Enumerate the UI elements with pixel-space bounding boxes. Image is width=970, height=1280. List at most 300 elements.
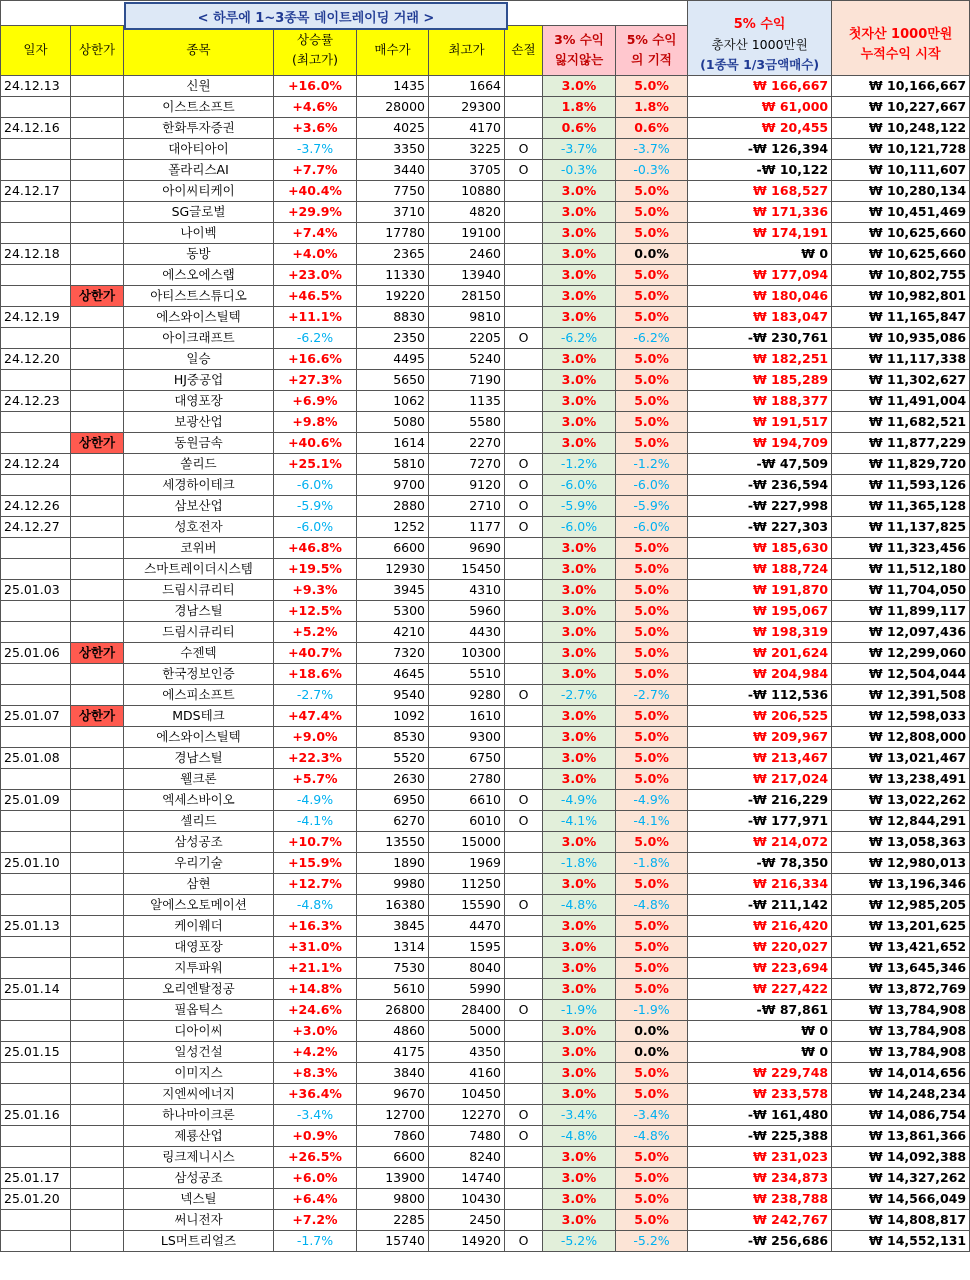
profit-5-cell: 5.0% (616, 727, 688, 748)
stop-loss-cell (505, 769, 543, 790)
limit-cell (71, 664, 124, 685)
date-cell (1, 433, 71, 454)
date-cell (1, 160, 71, 181)
income-header-line1: 5% 수익 (733, 17, 786, 32)
high-price-cell: 2780 (429, 769, 505, 790)
stop-loss-cell (505, 370, 543, 391)
table-row (1, 76, 970, 97)
header-profit-5-line2: 의 기적 (631, 52, 672, 68)
stock-name-cell: 에스피소프트 (124, 685, 274, 706)
high-price-cell: 15450 (429, 559, 505, 580)
table-row (1, 349, 970, 370)
stop-loss-cell (505, 97, 543, 118)
high-price-cell: 29300 (429, 97, 505, 118)
high-price-cell: 9280 (429, 685, 505, 706)
income-cell: ₩ 216,334 (688, 874, 832, 895)
limit-cell (71, 895, 124, 916)
stock-name-cell: 아티스트스튜디오 (124, 286, 274, 307)
profit-5-cell: 5.0% (616, 286, 688, 307)
high-price-cell: 5990 (429, 979, 505, 1000)
high-price-cell: 12270 (429, 1105, 505, 1126)
buy-price-cell: 6270 (357, 811, 429, 832)
stop-loss-cell (505, 664, 543, 685)
stop-loss-cell: O (505, 496, 543, 517)
buy-price-cell: 3840 (357, 1063, 429, 1084)
header-buy: 매수가 (357, 25, 429, 75)
cumulative-cell: ₩ 10,248,122 (832, 118, 970, 139)
stop-loss-cell: O (505, 1105, 543, 1126)
high-price-cell: 4310 (429, 580, 505, 601)
cumulative-cell: ₩ 12,504,044 (832, 664, 970, 685)
rise-rate-cell: +3.6% (274, 118, 357, 139)
income-cell: ₩ 198,319 (688, 622, 832, 643)
income-cell: -₩ 216,229 (688, 790, 832, 811)
date-cell: 25.01.06 (1, 643, 71, 664)
stop-loss-cell (505, 706, 543, 727)
stop-loss-cell: O (505, 895, 543, 916)
profit-5-cell: 5.0% (616, 1084, 688, 1105)
stop-loss-cell: O (505, 1000, 543, 1021)
rise-rate-cell: +5.2% (274, 622, 357, 643)
date-cell: 25.01.09 (1, 790, 71, 811)
stock-name-cell: 이스트소프트 (124, 97, 274, 118)
limit-cell (71, 475, 124, 496)
buy-price-cell: 1435 (357, 76, 429, 97)
profit-5-cell: 5.0% (616, 370, 688, 391)
stop-loss-cell (505, 916, 543, 937)
high-price-cell: 2460 (429, 244, 505, 265)
profit-5-cell: 5.0% (616, 916, 688, 937)
high-price-cell: 1610 (429, 706, 505, 727)
rise-rate-cell: +10.7% (274, 832, 357, 853)
title-banner: < 하루에 1~3종목 데이트레이딩 거래 > (124, 2, 508, 30)
cumulative-cell: ₩ 11,137,825 (832, 517, 970, 538)
stock-name-cell: 셀리드 (124, 811, 274, 832)
rise-rate-cell: +12.5% (274, 601, 357, 622)
buy-price-cell: 16380 (357, 895, 429, 916)
buy-price-cell: 1614 (357, 433, 429, 454)
header-income (688, 1, 832, 76)
limit-cell (71, 97, 124, 118)
stop-loss-cell (505, 1147, 543, 1168)
buy-price-cell: 6950 (357, 790, 429, 811)
header-rate (274, 25, 357, 75)
high-price-cell: 5960 (429, 601, 505, 622)
income-cell: -₩ 230,761 (688, 328, 832, 349)
high-price-cell: 9690 (429, 538, 505, 559)
stock-name-cell: 넥스틸 (124, 1189, 274, 1210)
buy-price-cell: 6600 (357, 1147, 429, 1168)
date-cell (1, 328, 71, 349)
high-price-cell: 4350 (429, 1042, 505, 1063)
high-price-cell: 2205 (429, 328, 505, 349)
profit-3-cell: 3.0% (543, 1084, 616, 1105)
rise-rate-cell: +36.4% (274, 1084, 357, 1105)
rise-rate-cell: +21.1% (274, 958, 357, 979)
cumulative-cell: ₩ 10,121,728 (832, 139, 970, 160)
high-price-cell: 8040 (429, 958, 505, 979)
rise-rate-cell: +9.3% (274, 580, 357, 601)
date-cell: 25.01.16 (1, 1105, 71, 1126)
buy-price-cell: 1252 (357, 517, 429, 538)
table-row (1, 370, 970, 391)
date-cell (1, 622, 71, 643)
stock-name-cell: 제룡산업 (124, 1126, 274, 1147)
date-cell: 25.01.07 (1, 706, 71, 727)
profit-3-cell: 3.0% (543, 664, 616, 685)
stop-loss-cell: O (505, 475, 543, 496)
stop-loss-cell (505, 832, 543, 853)
profit-5-cell: 0.6% (616, 118, 688, 139)
stop-loss-cell (505, 433, 543, 454)
profit-5-cell: 0.0% (616, 1042, 688, 1063)
stock-name-cell: 드림시큐리티 (124, 622, 274, 643)
buy-price-cell: 8830 (357, 307, 429, 328)
limit-cell (71, 223, 124, 244)
limit-cell (71, 685, 124, 706)
limit-cell (71, 1126, 124, 1147)
limit-cell (71, 496, 124, 517)
table-row (1, 1189, 970, 1210)
income-cell: ₩ 191,517 (688, 412, 832, 433)
profit-5-cell: 5.0% (616, 1063, 688, 1084)
high-price-cell: 4430 (429, 622, 505, 643)
header-profit-3-line2: 잃지않는 (554, 52, 604, 68)
buy-price-cell: 12700 (357, 1105, 429, 1126)
buy-price-cell: 9980 (357, 874, 429, 895)
income-cell: ₩ 185,630 (688, 538, 832, 559)
profit-3-cell: -4.8% (543, 1126, 616, 1147)
stop-loss-cell (505, 559, 543, 580)
rise-rate-cell: +24.6% (274, 1000, 357, 1021)
stock-name-cell: 에스와이스틸텍 (124, 727, 274, 748)
profit-5-cell: 5.0% (616, 1189, 688, 1210)
limit-cell (71, 370, 124, 391)
cumulative-cell: ₩ 13,238,491 (832, 769, 970, 790)
cumulative-cell: ₩ 11,117,338 (832, 349, 970, 370)
high-price-cell: 14920 (429, 1231, 505, 1252)
buy-price-cell: 7860 (357, 1126, 429, 1147)
income-cell: ₩ 217,024 (688, 769, 832, 790)
limit-cell: 상한가 (71, 286, 124, 307)
profit-5-cell: 5.0% (616, 412, 688, 433)
high-price-cell: 28150 (429, 286, 505, 307)
income-cell: -₩ 211,142 (688, 895, 832, 916)
limit-cell: 상한가 (71, 706, 124, 727)
rise-rate-cell: -1.7% (274, 1231, 357, 1252)
stop-loss-cell (505, 76, 543, 97)
high-price-cell: 5510 (429, 664, 505, 685)
high-price-cell: 5580 (429, 412, 505, 433)
table-row (1, 412, 970, 433)
header-profit-3 (543, 25, 616, 75)
stock-name-cell: 아이씨티케이 (124, 181, 274, 202)
profit-3-cell: -3.7% (543, 139, 616, 160)
buy-price-cell: 4175 (357, 1042, 429, 1063)
table-row (1, 559, 970, 580)
high-price-cell: 1595 (429, 937, 505, 958)
limit-cell (71, 118, 124, 139)
stop-loss-cell (505, 265, 543, 286)
rise-rate-cell: +47.4% (274, 706, 357, 727)
profit-3-cell: 3.0% (543, 202, 616, 223)
cumulative-cell: ₩ 11,365,128 (832, 496, 970, 517)
high-price-cell: 9120 (429, 475, 505, 496)
rise-rate-cell: +4.2% (274, 1042, 357, 1063)
limit-cell (71, 517, 124, 538)
date-cell (1, 811, 71, 832)
stock-name-cell: 써니전자 (124, 1210, 274, 1231)
stop-loss-cell (505, 748, 543, 769)
buy-price-cell: 3945 (357, 580, 429, 601)
date-cell (1, 202, 71, 223)
date-cell: 25.01.10 (1, 853, 71, 874)
rise-rate-cell: +5.7% (274, 769, 357, 790)
rise-rate-cell: +4.6% (274, 97, 357, 118)
buy-price-cell: 9670 (357, 1084, 429, 1105)
profit-5-cell: -4.9% (616, 790, 688, 811)
buy-price-cell: 1092 (357, 706, 429, 727)
rise-rate-cell: -3.7% (274, 139, 357, 160)
table-row (1, 853, 970, 874)
header-profit-5 (616, 25, 688, 75)
cumulative-cell: ₩ 11,323,456 (832, 538, 970, 559)
profit-5-cell: 5.0% (616, 1210, 688, 1231)
profit-3-cell: -1.9% (543, 1000, 616, 1021)
date-cell (1, 1021, 71, 1042)
stop-loss-cell: O (505, 160, 543, 181)
profit-5-cell: 5.0% (616, 559, 688, 580)
limit-cell (71, 1189, 124, 1210)
rise-rate-cell: +27.3% (274, 370, 357, 391)
stop-loss-cell: O (505, 139, 543, 160)
cum-header-line2: 누적수익 시작 (860, 47, 941, 62)
income-cell: ₩ 166,667 (688, 76, 832, 97)
buy-price-cell: 7750 (357, 181, 429, 202)
date-cell: 24.12.19 (1, 307, 71, 328)
stock-name-cell: 성호전자 (124, 517, 274, 538)
table-row (1, 517, 970, 538)
table-row (1, 1231, 970, 1252)
cumulative-cell: ₩ 10,111,607 (832, 160, 970, 181)
income-cell: -₩ 225,388 (688, 1126, 832, 1147)
limit-cell (71, 958, 124, 979)
rise-rate-cell: +14.8% (274, 979, 357, 1000)
stop-loss-cell: O (505, 1231, 543, 1252)
stock-name-cell: MDS테크 (124, 706, 274, 727)
table-row (1, 244, 970, 265)
high-price-cell: 15000 (429, 832, 505, 853)
profit-3-cell: 3.0% (543, 622, 616, 643)
buy-price-cell: 8530 (357, 727, 429, 748)
table-row (1, 874, 970, 895)
buy-price-cell: 19220 (357, 286, 429, 307)
buy-price-cell: 1890 (357, 853, 429, 874)
profit-5-cell: -4.8% (616, 895, 688, 916)
profit-3-cell: 3.0% (543, 1210, 616, 1231)
profit-5-cell: 5.0% (616, 223, 688, 244)
stop-loss-cell: O (505, 517, 543, 538)
stop-loss-cell (505, 874, 543, 895)
rise-rate-cell: +40.6% (274, 433, 357, 454)
stock-name-cell: 이미지스 (124, 1063, 274, 1084)
date-cell (1, 685, 71, 706)
limit-cell (71, 727, 124, 748)
table-row (1, 1210, 970, 1231)
rise-rate-cell: +26.5% (274, 1147, 357, 1168)
income-header-line2: 총자산 1000만원 (711, 37, 808, 52)
table-row (1, 160, 970, 181)
buy-price-cell: 4025 (357, 118, 429, 139)
high-price-cell: 5240 (429, 349, 505, 370)
rise-rate-cell: +46.8% (274, 538, 357, 559)
rise-rate-cell: +9.8% (274, 412, 357, 433)
rise-rate-cell: +8.3% (274, 1063, 357, 1084)
profit-3-cell: 3.0% (543, 727, 616, 748)
stock-name-cell: 세경하이테크 (124, 475, 274, 496)
income-cell: ₩ 20,455 (688, 118, 832, 139)
high-price-cell: 10430 (429, 1189, 505, 1210)
profit-3-cell: 3.0% (543, 832, 616, 853)
date-cell (1, 769, 71, 790)
profit-5-cell: 5.0% (616, 706, 688, 727)
date-cell: 25.01.13 (1, 916, 71, 937)
profit-3-cell: -1.8% (543, 853, 616, 874)
stock-name-cell: 보광산업 (124, 412, 274, 433)
profit-5-cell: 5.0% (616, 832, 688, 853)
table-row (1, 454, 970, 475)
stop-loss-cell (505, 244, 543, 265)
profit-5-cell: 5.0% (616, 391, 688, 412)
buy-price-cell: 26800 (357, 1000, 429, 1021)
table-row (1, 748, 970, 769)
date-cell: 25.01.03 (1, 580, 71, 601)
stock-name-cell: 케이웨더 (124, 916, 274, 937)
table-row (1, 958, 970, 979)
header-cumulative (832, 1, 970, 76)
profit-5-cell: -6.0% (616, 517, 688, 538)
profit-3-cell: 3.0% (543, 244, 616, 265)
table-row (1, 643, 970, 664)
table-row (1, 139, 970, 160)
stop-loss-cell (505, 937, 543, 958)
stock-name-cell: 링크제니시스 (124, 1147, 274, 1168)
table-row (1, 1126, 970, 1147)
rise-rate-cell: +7.7% (274, 160, 357, 181)
limit-cell (71, 412, 124, 433)
stock-name-cell: 스마트레이더시스템 (124, 559, 274, 580)
limit-cell (71, 1231, 124, 1252)
income-cell: ₩ 213,467 (688, 748, 832, 769)
limit-cell (71, 265, 124, 286)
cumulative-cell: ₩ 10,451,469 (832, 202, 970, 223)
date-cell (1, 727, 71, 748)
cumulative-cell: ₩ 13,058,363 (832, 832, 970, 853)
profit-5-cell: -3.4% (616, 1105, 688, 1126)
rise-rate-cell: +25.1% (274, 454, 357, 475)
limit-cell (71, 790, 124, 811)
profit-3-cell: -2.7% (543, 685, 616, 706)
rise-rate-cell: +6.9% (274, 391, 357, 412)
buy-price-cell: 1062 (357, 391, 429, 412)
income-cell: -₩ 227,998 (688, 496, 832, 517)
stop-loss-cell: O (505, 811, 543, 832)
stock-name-cell: 동방 (124, 244, 274, 265)
rise-rate-cell: -6.0% (274, 517, 357, 538)
profit-3-cell: 3.0% (543, 706, 616, 727)
cumulative-cell: ₩ 14,808,817 (832, 1210, 970, 1231)
stop-loss-cell (505, 412, 543, 433)
profit-5-cell: 5.0% (616, 937, 688, 958)
profit-3-cell: 3.0% (543, 265, 616, 286)
date-cell: 24.12.17 (1, 181, 71, 202)
buy-price-cell: 12930 (357, 559, 429, 580)
cumulative-cell: ₩ 14,092,388 (832, 1147, 970, 1168)
cumulative-cell: ₩ 12,391,508 (832, 685, 970, 706)
cumulative-cell: ₩ 13,784,908 (832, 1000, 970, 1021)
date-cell (1, 1147, 71, 1168)
date-cell (1, 895, 71, 916)
income-cell: -₩ 236,594 (688, 475, 832, 496)
cumulative-cell: ₩ 14,327,262 (832, 1168, 970, 1189)
income-cell: ₩ 61,000 (688, 97, 832, 118)
date-cell: 24.12.20 (1, 349, 71, 370)
high-price-cell: 4160 (429, 1063, 505, 1084)
cumulative-cell: ₩ 10,280,134 (832, 181, 970, 202)
buy-price-cell: 3710 (357, 202, 429, 223)
profit-5-cell: 5.0% (616, 874, 688, 895)
income-cell: -₩ 161,480 (688, 1105, 832, 1126)
date-cell (1, 958, 71, 979)
cumulative-cell: ₩ 10,166,667 (832, 76, 970, 97)
income-cell: ₩ 180,046 (688, 286, 832, 307)
income-cell: ₩ 233,578 (688, 1084, 832, 1105)
income-cell: ₩ 242,767 (688, 1210, 832, 1231)
high-price-cell: 6750 (429, 748, 505, 769)
stock-name-cell: 삼성공조 (124, 832, 274, 853)
profit-5-cell: 5.0% (616, 664, 688, 685)
date-cell: 25.01.15 (1, 1042, 71, 1063)
profit-3-cell: -4.1% (543, 811, 616, 832)
table-row (1, 895, 970, 916)
cumulative-cell: ₩ 11,899,117 (832, 601, 970, 622)
high-price-cell: 5000 (429, 1021, 505, 1042)
stock-name-cell: 한화투자증권 (124, 118, 274, 139)
high-price-cell: 3705 (429, 160, 505, 181)
table-body (1, 76, 970, 1252)
cumulative-cell: ₩ 11,512,180 (832, 559, 970, 580)
income-cell: ₩ 182,251 (688, 349, 832, 370)
profit-3-cell: -4.9% (543, 790, 616, 811)
stop-loss-cell (505, 202, 543, 223)
date-cell (1, 265, 71, 286)
profit-3-cell: 3.0% (543, 1168, 616, 1189)
income-cell: -₩ 47,509 (688, 454, 832, 475)
rise-rate-cell: +16.3% (274, 916, 357, 937)
profit-3-cell: 3.0% (543, 559, 616, 580)
income-cell: ₩ 220,027 (688, 937, 832, 958)
cumulative-cell: ₩ 10,227,667 (832, 97, 970, 118)
profit-3-cell: -0.3% (543, 160, 616, 181)
stop-loss-cell (505, 622, 543, 643)
income-cell: ₩ 194,709 (688, 433, 832, 454)
header-profit-3-line1: 3% 수익 (554, 32, 604, 48)
header-stop: 손절 (505, 25, 543, 75)
table-row (1, 265, 970, 286)
high-price-cell: 10450 (429, 1084, 505, 1105)
stock-name-cell: 코위버 (124, 538, 274, 559)
header-high: 최고가 (429, 25, 505, 75)
